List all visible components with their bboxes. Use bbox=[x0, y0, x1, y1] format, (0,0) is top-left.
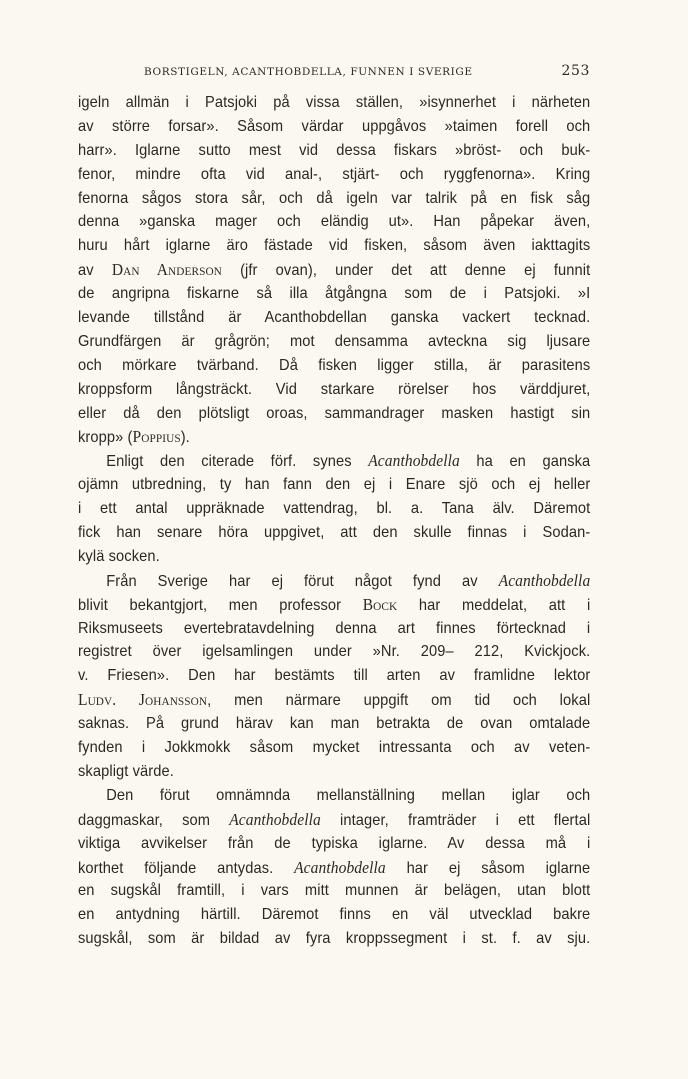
running-header bbox=[144, 63, 590, 81]
text-segment: fenorna sågos stora sår, och då igeln var talrik på en fisk såg bbox=[78, 189, 591, 207]
text-line bbox=[78, 640, 590, 664]
text-line bbox=[78, 664, 590, 688]
text-line bbox=[78, 712, 590, 736]
text-segment: v. Friesen». Den har bestämts till arten av framlidne lektor bbox=[78, 667, 591, 685]
text-line bbox=[78, 282, 590, 306]
text-line bbox=[78, 856, 590, 880]
text-segment: , men närmare uppgift om tid och lokal bbox=[207, 692, 591, 710]
text-segment: huru hårt iglarne äro fästade vid fisken, såsom även iakttagits bbox=[78, 237, 591, 255]
body-text bbox=[78, 91, 590, 951]
text-segment: saknas. På grund härav kan man betrakta de ovan omtalade bbox=[78, 715, 591, 733]
text-segment: en antydning härtill. Däremot finns en väl utvecklad bakre bbox=[78, 906, 591, 924]
text-segment: ). bbox=[180, 429, 190, 447]
text-line bbox=[78, 545, 590, 569]
text-segment: och mörkare tvärband. Då fisken ligger stilla, är parasitens bbox=[78, 356, 591, 374]
text-line bbox=[78, 91, 590, 115]
text-line bbox=[78, 497, 590, 521]
text-line bbox=[78, 163, 590, 187]
text-line bbox=[78, 617, 590, 641]
text-segment: registret över igelsamlingen under »Nr. 209– 212, Kvickjock. bbox=[78, 643, 591, 661]
running-title: BORSTIGELN, ACANTHOBDELLA, FUNNEN I SVERIGE bbox=[144, 66, 473, 78]
text-segment: eller då den plötsligt oroas, sammandrager masken hastigt sin bbox=[78, 404, 591, 422]
text-line bbox=[78, 306, 590, 330]
text-segment: fenor, mindre ofta vid anal-, stjärt- och ryggfenorna». Kring bbox=[78, 165, 591, 183]
text-line bbox=[78, 402, 590, 426]
text-segment: har meddelat, att i bbox=[397, 596, 591, 614]
author-name: Dan Anderson bbox=[111, 260, 222, 280]
text-segment: Den förut omnämnda mellanställning mellan iglar och bbox=[106, 786, 591, 804]
text-segment: intager, framträder i ett flertal bbox=[320, 811, 591, 829]
text-segment: ojämn utbredning, ty han fann den ej i Enare sjö och ej heller bbox=[78, 476, 591, 494]
text-segment: blivit bekantgjort, men professor bbox=[78, 596, 363, 614]
author-name: Bock bbox=[362, 594, 398, 614]
text-segment: de angripna fiskarne så illa åtgångna som de i Patsjoki. »I bbox=[78, 285, 591, 303]
page-number: 253 bbox=[561, 63, 590, 79]
text-segment: denna »ganska mager och eländig ut». Han påpekar även, bbox=[78, 213, 591, 231]
text-line bbox=[78, 425, 590, 449]
taxon-name: Acanthobdella bbox=[294, 857, 386, 877]
text-line bbox=[78, 808, 590, 832]
taxon-name: Acanthobdella bbox=[229, 809, 321, 829]
text-segment: korthet följande antydas. bbox=[78, 859, 295, 877]
text-line bbox=[78, 736, 590, 760]
text-segment: en sugskål framtill, i vars mitt munnen är belägen, utan blott bbox=[78, 882, 591, 900]
text-segment: viktiga avvikelser från de typiska iglarne. Av dessa må i bbox=[78, 834, 591, 852]
text-line bbox=[78, 473, 590, 497]
text-line bbox=[78, 593, 590, 617]
text-line bbox=[78, 354, 590, 378]
text-segment: kylä socken. bbox=[78, 547, 160, 565]
text-line bbox=[78, 378, 590, 402]
text-line bbox=[78, 258, 590, 282]
text-line bbox=[78, 187, 590, 211]
text-line bbox=[78, 927, 590, 951]
text-segment: fynden i Jokkmokk såsom mycket intressanta och av veten- bbox=[78, 739, 591, 757]
paragraph-first-line bbox=[78, 449, 590, 473]
text-segment: sugskål, som är bildad av fyra kroppssegment i st. f. av sju. bbox=[78, 930, 591, 948]
text-line bbox=[78, 832, 590, 856]
text-segment: Från Sverige har ej förut något fynd av bbox=[106, 572, 499, 590]
text-segment: daggmaskar, som bbox=[78, 811, 230, 829]
text-segment: skapligt värde. bbox=[78, 762, 174, 780]
text-line bbox=[78, 688, 590, 712]
author-name: Poppius bbox=[132, 427, 181, 447]
text-line bbox=[78, 879, 590, 903]
author-name: Ludv. Johansson bbox=[78, 690, 208, 710]
text-segment: fick han senare höra uppgivet, att den skulle finnas i Sodan- bbox=[78, 524, 591, 542]
taxon-name: Acanthobdella bbox=[498, 570, 591, 590]
paragraph-first-line bbox=[78, 784, 590, 808]
text-segment: har ej såsom iglarne bbox=[385, 859, 591, 877]
text-segment: ha en ganska bbox=[459, 453, 591, 471]
text-segment: levande tillstånd är Acanthobdellan ganska vackert tecknad. bbox=[78, 309, 591, 327]
paragraph-first-line bbox=[78, 569, 590, 593]
text-line bbox=[78, 115, 590, 139]
text-line bbox=[78, 903, 590, 927]
text-line bbox=[78, 330, 590, 354]
text-line bbox=[78, 234, 590, 258]
text-segment: (jfr ovan), under det att denne ej funnit bbox=[221, 262, 591, 280]
text-line bbox=[78, 521, 590, 545]
text-segment: igeln allmän i Patsjoki på vissa ställen, »isynnerhet i närheten bbox=[78, 94, 591, 111]
text-segment: Riksmuseets evertebratavdelning denna art finnes förtecknad i bbox=[78, 619, 591, 637]
text-line bbox=[78, 139, 590, 163]
text-segment: harr». Iglarne sutto mest vid dessa fiskars »bröst- och buk- bbox=[78, 141, 591, 159]
text-line bbox=[78, 760, 590, 784]
text-segment: Grundfärgen är grågrön; mot densamma avteckna sig ljusare bbox=[78, 332, 591, 350]
text-segment: Enligt den citerade förf. synes bbox=[106, 453, 369, 471]
text-segment: av bbox=[78, 262, 112, 280]
text-segment: av större forsar». Såsom värdar uppgåvos »taimen forell och bbox=[78, 117, 591, 135]
text-segment: kropp» ( bbox=[78, 429, 133, 447]
text-segment: i ett antal uppräknade vattendrag, bl. a. Tana älv. Däremot bbox=[78, 500, 591, 518]
taxon-name: Acanthobdella bbox=[368, 451, 460, 471]
text-line bbox=[78, 210, 590, 234]
text-segment: kroppsform långsträckt. Vid starkare rörelser hos värddjuret, bbox=[78, 380, 591, 398]
